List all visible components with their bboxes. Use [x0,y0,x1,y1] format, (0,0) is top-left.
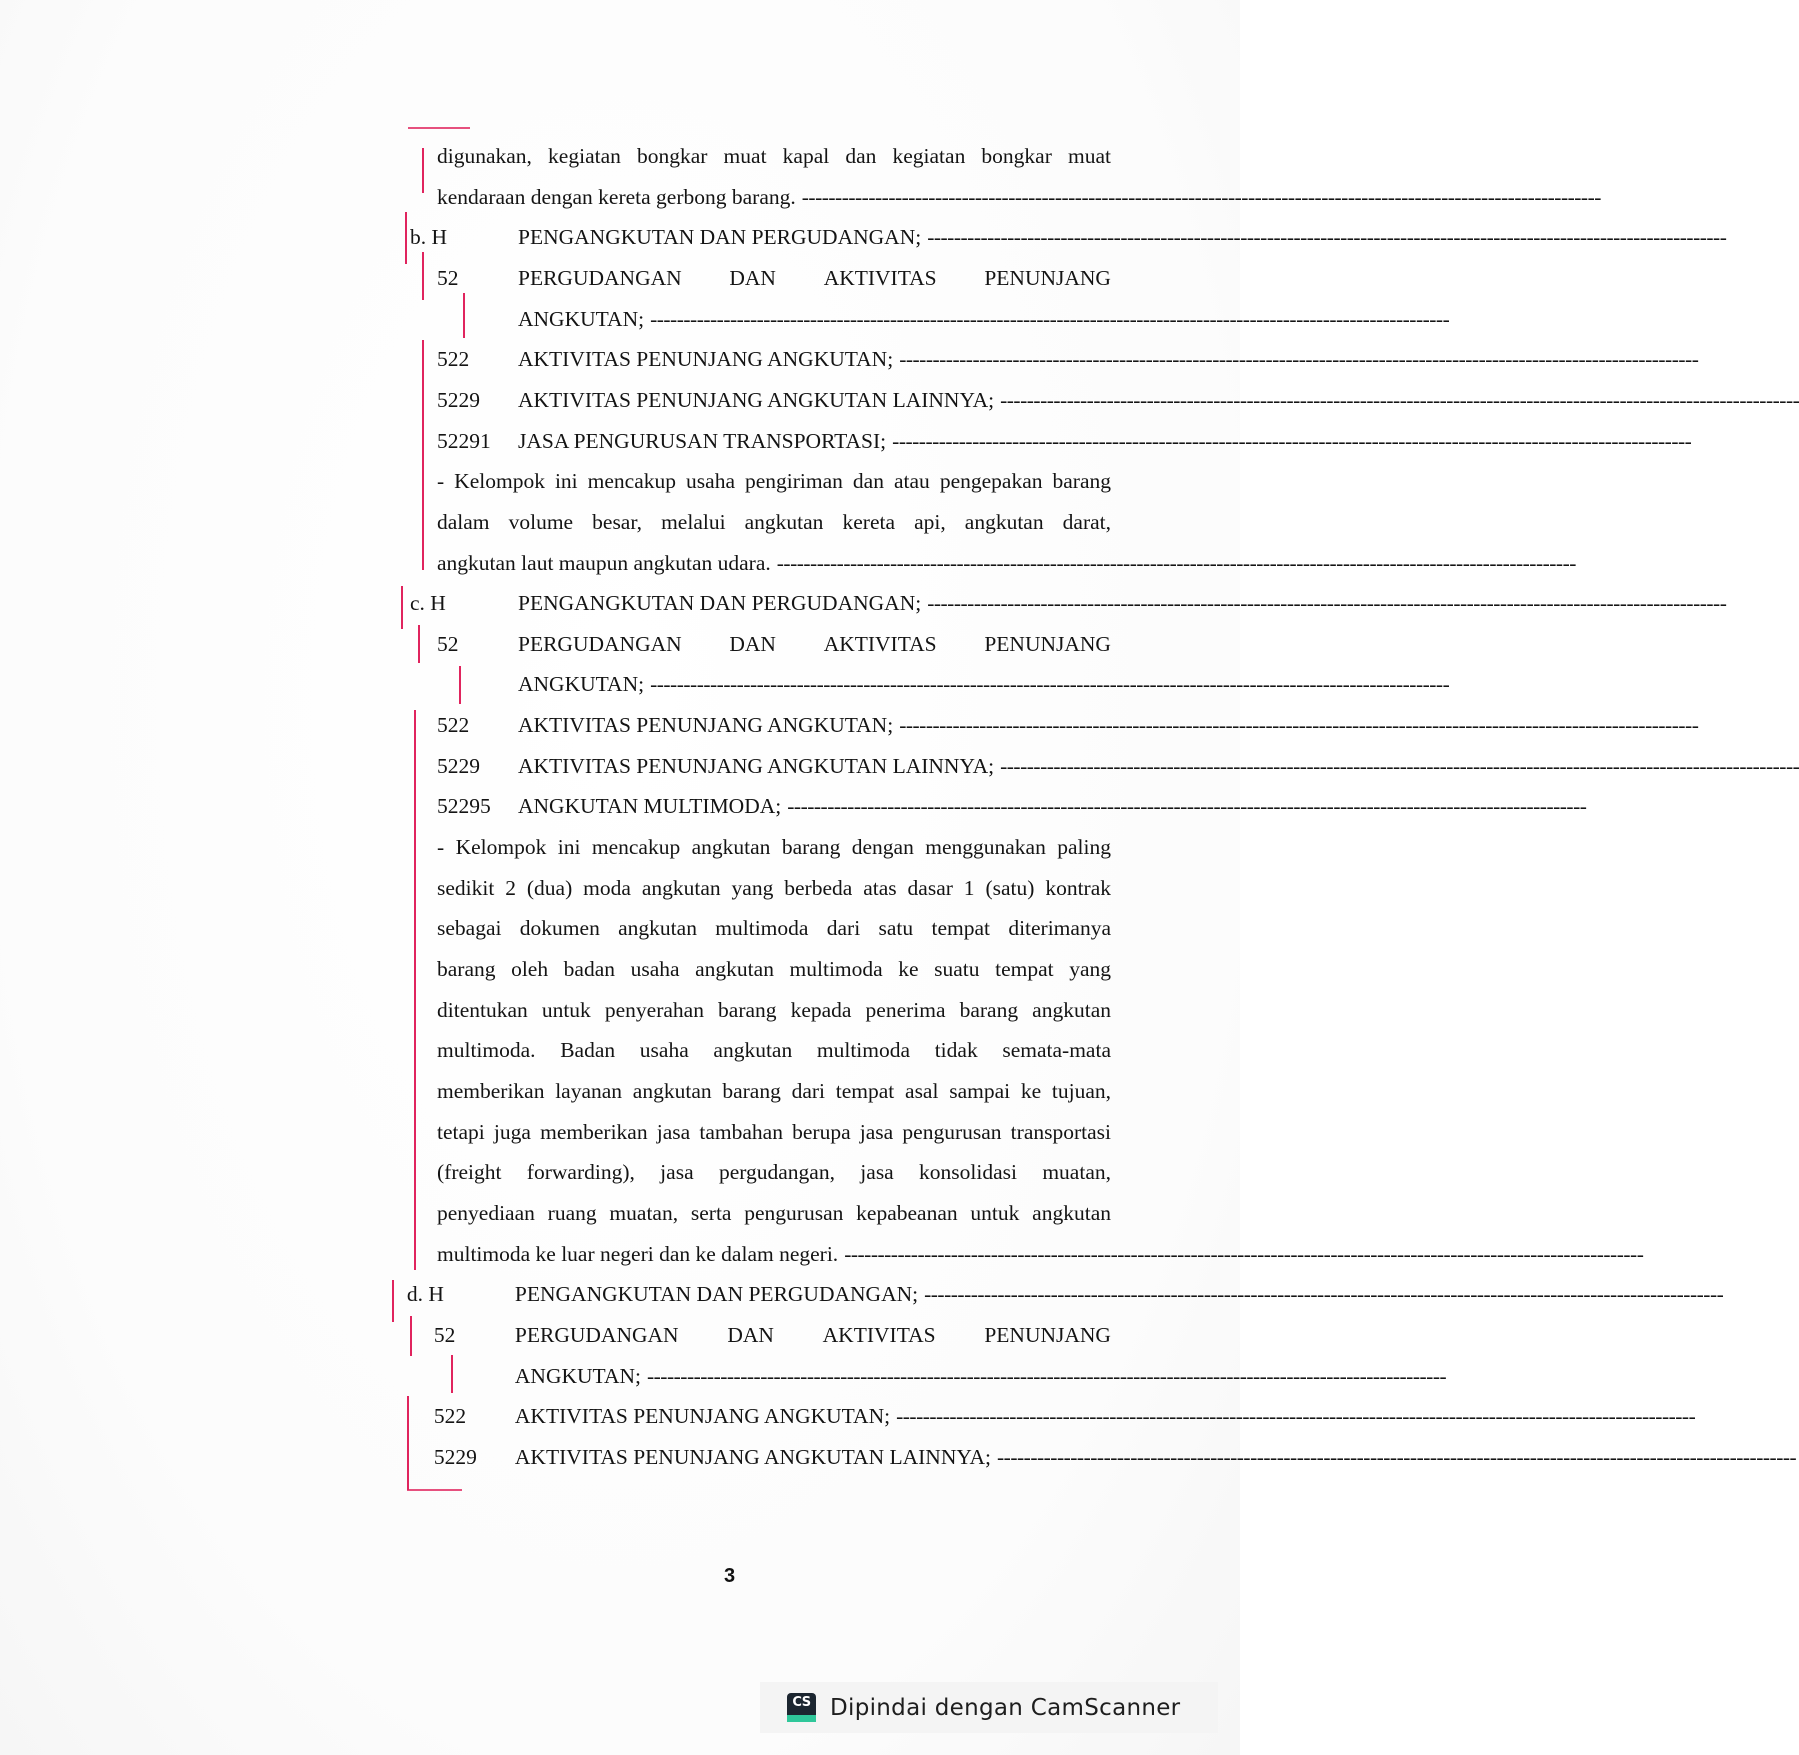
group-title-word: PENUNJANG [984,1322,1111,1347]
description-line-end-text: angkutan laut maupun angkutan udara. [437,550,771,575]
description-line: tetapi juga memberikan jasa tambahan berupa jasa pengurusan transportasi [437,1119,1111,1144]
annotation-mark [422,148,424,193]
dash-leader: ------------------------------------------------------------------------------------------------------------------------ [899,347,1699,372]
dash-leader: ------------------------------------------------------------------------------------------------------------------------ [650,672,1450,697]
camscanner-label: Dipindai dengan CamScanner [830,1694,1181,1721]
class-label [518,380,1799,420]
group-code: 52 [433,1322,456,1347]
annotation-mark [407,1396,409,1490]
group-title-word: AKTIVITAS [823,265,937,290]
group-title-continued-text: ANGKUTAN; [514,1363,641,1388]
group-title-continued-text: ANGKUTAN; [518,306,645,331]
description-line: barang oleh badan usaha angkutan multimoda ke suatu tempat yang [437,957,1111,981]
description-line: dalam volume besar, melalui angkutan kereta api, angkutan darat, [437,509,1111,534]
section-title [518,217,1727,257]
class-label [518,786,1587,826]
annotation-mark [418,625,420,663]
dash-leader: ------------------------------------------------------------------------------------------------------------------------ [927,591,1727,616]
annotation-mark [405,212,407,264]
annotation-mark [414,710,416,1270]
class-code: 5229 [437,753,480,778]
class-label-text: AKTIVITAS PENUNJANG ANGKUTAN; [518,347,894,372]
annotation-mark [459,666,461,704]
section-marker: c. H [410,591,446,616]
class-label-text: AKTIVITAS PENUNJANG ANGKUTAN; [518,713,894,738]
group-code: 52 [437,631,459,656]
paragraph-line-end [437,177,1601,217]
page-number: 3 [724,1565,736,1587]
group-title-continued [514,1356,1447,1396]
dash-leader: ------------------------------------------------------------------------------------------------------------------------ [1000,387,1799,412]
dash-leader: ------------------------------------------------------------------------------------------------------------------------ [801,184,1601,209]
class-label [514,1396,1696,1436]
description-line: sedikit 2 (dua) moda angkutan yang berbeda atas dasar 1 (satu) kontrak [437,875,1111,900]
paragraph-line-end-text: kendaraan dengan kereta gerbong barang. [437,184,796,209]
annotation-mark [463,293,465,338]
description-line: penyediaan ruang muatan, serta pengurusan kepabeanan untuk angkutan [437,1200,1111,1225]
group-title-word: DAN [727,1322,774,1347]
dash-leader: ------------------------------------------------------------------------------------------------------------------------ [899,713,1699,738]
dash-leader: ------------------------------------------------------------------------------------------------------------------------ [844,1241,1644,1266]
group-title-word: PERGUDANGAN [518,265,682,290]
description-line: - Kelompok ini mencakup usaha pengiriman dan atau pengepakan barang [437,469,1111,494]
section-title [514,1274,1724,1314]
group-title [518,624,1111,664]
section-title-text: PENGANGKUTAN DAN PERGUDANGAN; [518,225,922,250]
class-label-text: JASA PENGURUSAN TRANSPORTASI; [518,428,887,453]
group-title-continued [518,664,1450,704]
class-label-text: ANGKUTAN MULTIMODA; [518,794,782,819]
dash-leader: ------------------------------------------------------------------------------------------------------------------------ [1000,753,1799,778]
class-label [514,1437,1797,1477]
dash-leader: ------------------------------------------------------------------------------------------------------------------------ [927,225,1727,250]
annotation-mark [392,1280,394,1322]
class-code: 5229 [437,387,480,412]
group-title-word: DAN [729,631,776,656]
annotation-mark [422,252,424,300]
section-title-text: PENGANGKUTAN DAN PERGUDANGAN; [514,1282,919,1307]
annotation-mark [422,340,424,570]
description-line: ditentukan untuk penyerahan barang kepada penerima barang angkutan [437,997,1111,1022]
class-label-text: AKTIVITAS PENUNJANG ANGKUTAN LAINNYA; [518,753,995,778]
annotation-mark [410,1316,412,1356]
group-title [518,258,1111,298]
class-code: 522 [437,713,470,738]
description-line: - Kelompok ini mencakup angkutan barang dengan menggunakan paling [437,835,1111,860]
section-title-text: PENGANGKUTAN DAN PERGUDANGAN; [518,591,922,616]
description-line: multimoda. Badan usaha angkutan multimoda tidak semata-mata [437,1038,1111,1063]
annotation-mark [401,586,403,629]
description-line: memberikan layanan angkutan barang dari tempat asal sampai ke tujuan, [437,1078,1111,1103]
class-label-text: AKTIVITAS PENUNJANG ANGKUTAN LAINNYA; [518,387,995,412]
class-code: 522 [433,1404,467,1429]
annotation-underline [407,1489,462,1491]
class-code: 52291 [437,428,491,453]
class-code: 522 [437,347,470,372]
annotation-mark [451,1355,453,1393]
description-line-end [437,543,1576,583]
class-label [518,339,1699,379]
section-title [518,583,1727,623]
camscanner-watermark [760,1682,1218,1733]
dash-leader: ------------------------------------------------------------------------------------------------------------------------ [650,306,1450,331]
class-label-text: AKTIVITAS PENUNJANG ANGKUTAN LAINNYA; [514,1444,992,1469]
annotation-underline [408,127,470,129]
description-line-end [437,1234,1644,1274]
dash-leader: ------------------------------------------------------------------------------------------------------------------------ [787,794,1587,819]
class-code: 52295 [437,794,491,819]
group-title-continued-text: ANGKUTAN; [518,672,645,697]
group-code: 52 [437,265,459,290]
group-title-word: AKTIVITAS [823,631,937,656]
class-label [518,421,1692,461]
group-title-continued [518,299,1450,339]
description-line: (freight forwarding), jasa pergudangan, jasa konsolidasi muatan, [437,1160,1111,1185]
group-title-word: AKTIVITAS [822,1322,936,1347]
group-title-word: DAN [729,265,776,290]
class-label [518,705,1699,745]
description-line: sebagai dokumen angkutan multimoda dari satu tempat diterimanya [437,916,1111,941]
dash-leader: ------------------------------------------------------------------------------------------------------------------------ [776,550,1576,575]
dash-leader: ------------------------------------------------------------------------------------------------------------------------ [997,1444,1797,1469]
dash-leader: ------------------------------------------------------------------------------------------------------------------------ [896,1404,1696,1429]
group-title-word: PERGUDANGAN [518,631,682,656]
class-label [518,746,1799,786]
section-marker: d. H [406,1282,444,1307]
camscanner-logo-icon: CS [787,1693,816,1722]
class-label-text: AKTIVITAS PENUNJANG ANGKUTAN; [514,1404,891,1429]
section-marker: b. H [410,225,448,250]
group-title-word: PERGUDANGAN [514,1322,679,1347]
group-title-word: PENUNJANG [984,631,1111,656]
description-line-end-text: multimoda ke luar negeri dan ke dalam negeri. [437,1241,839,1266]
dash-leader: ------------------------------------------------------------------------------------------------------------------------ [892,428,1692,453]
group-title-word: PENUNJANG [984,265,1111,290]
group-title [515,1315,1111,1355]
dash-leader: ------------------------------------------------------------------------------------------------------------------------ [646,1363,1447,1388]
class-code: 5229 [433,1444,477,1469]
paragraph-line: digunakan, kegiatan bongkar muat kapal dan kegiatan bongkar muat [437,144,1111,168]
dash-leader: ------------------------------------------------------------------------------------------------------------------------ [924,1282,1724,1307]
